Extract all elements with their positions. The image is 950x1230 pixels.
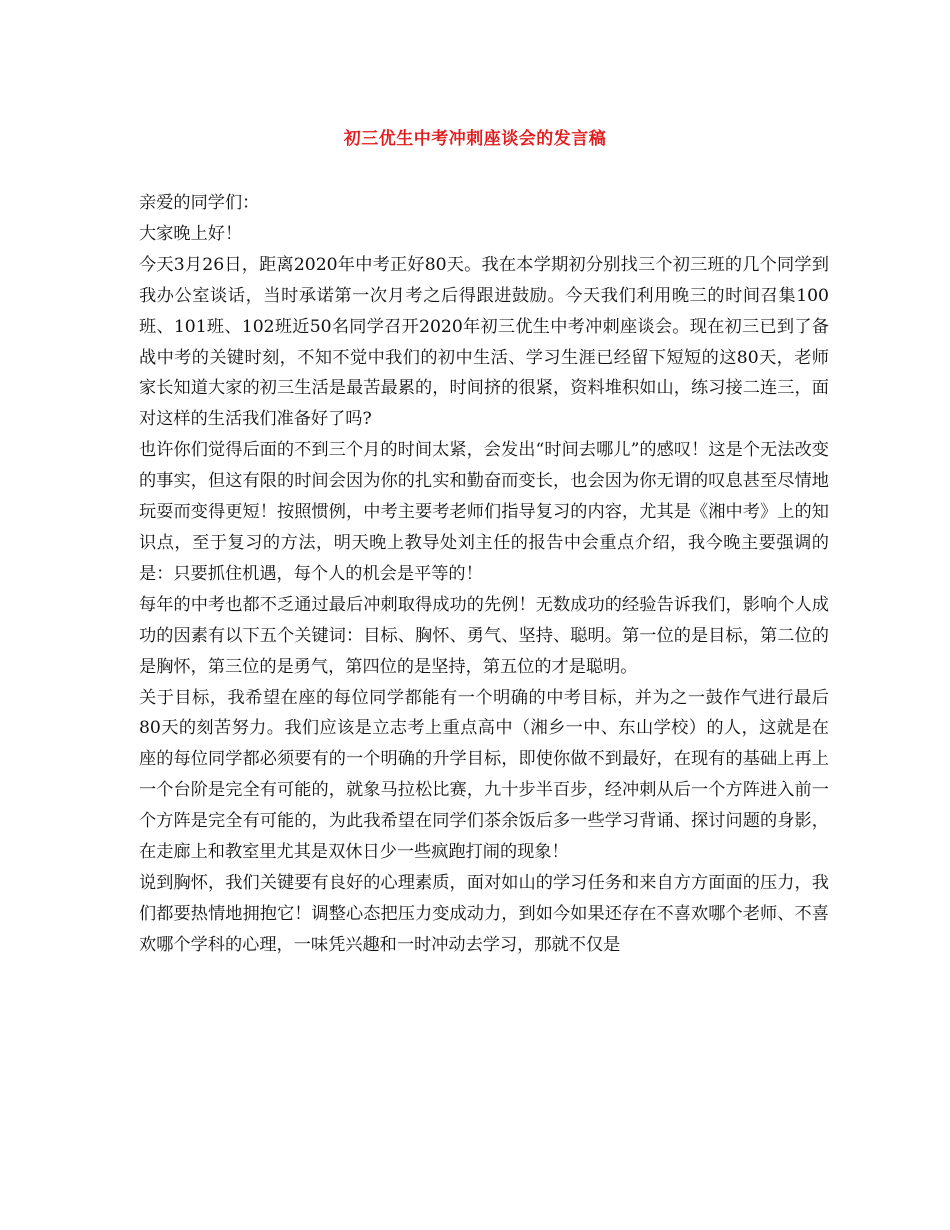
salutation: 亲爱的同学们： — [139, 193, 260, 213]
paragraph-intro: 今天3月26日，距离2020年中考正好80天。我在本学期初分别找三个初三班的几个同学到我办公室谈话，当时承诺第一次月考之后得跟进鼓励。今天我们利用晚三的时间召集100班、101班、102班近50名同学召开2020年初三优生中考冲刺座谈会。现在初三已到了备战中考的关键时刻，不知不觉中我们的初中生活、学习生涯已经留下短短的这80天，老师家长知道大家的初三生活是最苦最累的，时间挤的很紧，资料堆积如山，练习接二连三，面对这样的生活我们准备好了吗? — [139, 254, 829, 430]
paragraph-time: 也许你们觉得后面的不到三个月的时间太紧，会发出“时间去哪儿”的感叹！这是个无法改变的事实，但这有限的时间会因为你的扎实和勤奋而变长，也会因为你无谓的叹息甚至尽情地玩耍而变得更短！按照惯例，中考主要考老师们指导复习的内容，尤其是《湘中考》上的知识点，至于复习的方法，明天晚上教导处刘主任的报告中会重点介绍，我今晚主要强调的是：只要抓住机遇，每个人的机会是平等的！ — [139, 440, 829, 584]
paragraph-goal: 关于目标，我希望在座的每位同学都能有一个明确的中考目标，并为之一鼓作气进行最后80天的刻苦努力。我们应该是立志考上重点高中（湘乡一中、东山学校）的人，这就是在座的每位同学都必须要有的一个明确的升学目标，即使你做不到最好，在现有的基础上再上一个台阶是完全有可能的，就象马拉松比赛，九十步半百步，经冲刺从后一个方阵进入前一个方阵是完全有可能的，为此我希望在同学们茶余饭后多一些学习背诵、探讨问题的身影，在走廊上和教室里尤其是双休日少一些疯跑打闹的现象！ — [139, 687, 829, 863]
document-body — [139, 188, 829, 961]
paragraph-keywords: 每年的中考也都不乏通过最后冲刺取得成功的先例！无数成功的经验告诉我们，影响个人成功的因素有以下五个关键词：目标、胸怀、勇气、坚持、聪明。第一位的是目标，第二位的是胸怀，第三位的是勇气，第四位的是坚持，第五位的才是聪明。 — [139, 594, 829, 677]
paragraph-mind: 说到胸怀，我们关键要有良好的心理素质，面对如山的学习任务和来自方方面面的压力，我们都要热情地拥抱它！调整心态把压力变成动力，到如今如果还存在不喜欢哪个老师、不喜欢哪个学科的心理，一味凭兴趣和一时冲动去学习，那就不仅是 — [139, 872, 829, 955]
document-title: 初三优生中考冲刺座谈会的发言稿 — [343, 129, 607, 149]
greeting: 大家晚上好！ — [139, 223, 243, 244]
